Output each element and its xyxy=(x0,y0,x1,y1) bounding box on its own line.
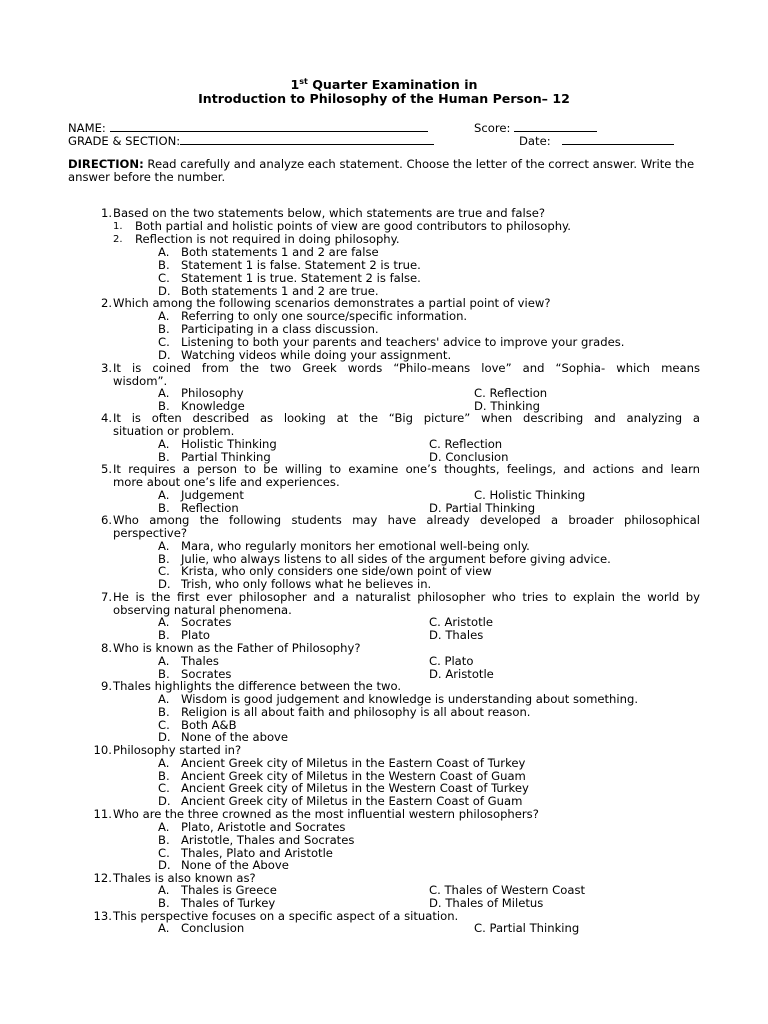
question-text: Who are the three crowned as the most influential western philosophers? xyxy=(113,807,539,821)
answer-option[interactable] xyxy=(158,859,289,872)
option-text: Knowledge xyxy=(181,399,245,413)
name-blank[interactable] xyxy=(110,120,428,132)
option-letter: B. xyxy=(158,705,170,719)
option-text: Thales, Plato and Aristotle xyxy=(181,846,333,860)
option-text: Partial Thinking xyxy=(445,501,536,515)
option-letter: C. xyxy=(474,488,486,502)
direction-paragraph xyxy=(68,158,700,183)
option-text: Trish, who only follows what he believes in. xyxy=(181,577,432,591)
answer-option[interactable] xyxy=(429,655,473,668)
answer-option[interactable] xyxy=(158,310,467,323)
answer-option[interactable] xyxy=(158,489,244,502)
option-text: Ancient Greek city of Miletus in the Eastern Coast of Turkey xyxy=(181,756,526,770)
option-letter: B. xyxy=(158,501,170,515)
option-text: Participating in a class discussion. xyxy=(181,322,379,336)
date-label: Date: xyxy=(519,134,551,148)
score-label: Score: xyxy=(474,121,511,135)
score-blank[interactable] xyxy=(514,120,597,132)
question-text: Based on the two statements below, which statements are true and false? xyxy=(113,206,546,220)
option-letter: D. xyxy=(429,628,442,642)
title-ordinal: 1 xyxy=(290,77,300,92)
name-label: NAME: xyxy=(68,121,106,135)
option-letter: B. xyxy=(158,769,170,783)
answer-option[interactable] xyxy=(158,246,379,259)
title-ordinal-suffix: st xyxy=(299,77,308,86)
option-letter: A. xyxy=(158,883,170,897)
option-text: Thinking xyxy=(490,399,540,413)
answer-option[interactable] xyxy=(158,272,421,285)
answer-option[interactable] xyxy=(158,706,530,719)
option-text: Thales of Miletus xyxy=(445,896,544,910)
option-text: Mara, who regularly monitors her emotional well-being only. xyxy=(181,539,530,553)
option-letter: C. xyxy=(429,615,441,629)
grade-section-blank[interactable] xyxy=(180,133,434,145)
answer-option[interactable] xyxy=(158,821,345,834)
option-text: Conclusion xyxy=(445,450,509,464)
answer-option[interactable] xyxy=(158,922,244,935)
option-text: Ancient Greek city of Miletus in the Western Coast of Guam xyxy=(181,769,526,783)
answer-option[interactable] xyxy=(158,731,288,744)
option-text: Krista, who only considers one side/own point of view xyxy=(181,564,492,578)
option-letter: B. xyxy=(158,322,170,336)
option-letter: D. xyxy=(158,284,171,298)
statement-text: Reflection is not required in doing philosophy. xyxy=(135,232,400,246)
option-letter: D. xyxy=(429,450,442,464)
option-letter: D. xyxy=(429,896,442,910)
option-letter: C. xyxy=(429,883,441,897)
option-letter: D. xyxy=(158,858,171,872)
option-text: Plato, Aristotle and Socrates xyxy=(181,820,346,834)
option-text: Aristotle xyxy=(445,667,494,681)
option-text: Plato xyxy=(181,628,210,642)
option-letter: C. xyxy=(429,437,441,451)
option-letter: A. xyxy=(158,488,170,502)
option-letter: A. xyxy=(158,756,170,770)
option-text: Judgement xyxy=(181,488,244,502)
answer-option[interactable] xyxy=(158,565,492,578)
option-letter: B. xyxy=(158,896,170,910)
answer-option[interactable] xyxy=(158,757,525,770)
option-letter: B. xyxy=(158,399,170,413)
question-text: Who is known as the Father of Philosophy? xyxy=(113,641,361,655)
answer-option[interactable] xyxy=(158,655,219,668)
option-text: Plato xyxy=(444,654,474,668)
answer-option[interactable] xyxy=(429,668,494,681)
option-text: Julie, who always listens to all sides of the argument before giving advice. xyxy=(181,552,611,566)
option-letter: A. xyxy=(158,386,170,400)
question-text xyxy=(113,463,700,488)
question-text-line: It requires a person to be willing to examine one’s thoughts, feelings, and actions and learn xyxy=(113,462,700,476)
question-text xyxy=(113,362,700,387)
option-text: Thales xyxy=(445,628,484,642)
option-text: Thales of Western Coast xyxy=(444,883,586,897)
grade-section-field xyxy=(68,133,434,148)
option-letter: A. xyxy=(158,437,170,451)
answer-option[interactable] xyxy=(158,540,530,553)
option-letter: A. xyxy=(158,692,170,706)
option-letter: A. xyxy=(158,539,170,553)
option-text: Reflection xyxy=(444,437,503,451)
option-text: Socrates xyxy=(181,615,232,629)
question-number: 2. xyxy=(100,296,112,310)
question-number: 10. xyxy=(93,743,112,757)
option-text: Socrates xyxy=(181,667,232,681)
option-text: Wisdom is good judgement and knowledge is understanding about something. xyxy=(181,692,639,706)
option-letter: D. xyxy=(158,794,171,808)
question-number: 4. xyxy=(100,411,112,425)
option-letter: C. xyxy=(474,921,486,935)
option-text: Reflection xyxy=(489,386,548,400)
answer-option[interactable] xyxy=(158,616,231,629)
question-text-line: situation or problem. xyxy=(113,423,235,438)
question-text-line: more about one’s life and experiences. xyxy=(113,474,340,489)
option-letter: B. xyxy=(158,628,170,642)
answer-option[interactable] xyxy=(158,336,624,349)
option-letter: C. xyxy=(474,386,486,400)
answer-option[interactable] xyxy=(429,897,543,910)
question-number: 12. xyxy=(93,871,112,885)
date-blank[interactable] xyxy=(562,133,674,145)
option-letter: A. xyxy=(158,309,170,323)
option-letter: C. xyxy=(158,781,170,795)
option-text: Both statements 1 and 2 are true. xyxy=(181,284,379,298)
option-text: Statement 1 is true. Statement 2 is false. xyxy=(181,271,421,285)
answer-option[interactable] xyxy=(474,922,579,935)
option-letter: A. xyxy=(158,615,170,629)
option-text: Partial Thinking xyxy=(489,921,580,935)
question-text: Philosophy started in? xyxy=(113,743,242,757)
option-letter: C. xyxy=(429,654,441,668)
answer-option[interactable] xyxy=(158,438,277,451)
question-text-line: perspective? xyxy=(113,525,188,540)
option-text: None of the Above xyxy=(181,858,289,872)
answer-option[interactable] xyxy=(158,884,277,897)
question-text xyxy=(113,514,700,539)
question-text xyxy=(113,591,700,616)
answer-option[interactable] xyxy=(474,489,585,502)
answer-option[interactable] xyxy=(158,387,244,400)
exam-title xyxy=(0,79,768,92)
option-letter: D. xyxy=(429,501,442,515)
question-text-line: It is coined from the two Greek words “Philo-means love” and “Sophia- which means xyxy=(113,361,700,375)
option-text: Statement 1 is false. Statement 2 is true. xyxy=(181,258,421,272)
option-letter: C. xyxy=(158,564,170,578)
answer-option[interactable] xyxy=(429,629,483,642)
statement-text: Both partial and holistic points of view are good contributors to philosophy. xyxy=(135,219,571,233)
option-text: Aristotle xyxy=(444,615,493,629)
direction-label: DIRECTION: xyxy=(68,157,144,171)
answer-option[interactable] xyxy=(158,693,638,706)
statement-number: 2. xyxy=(113,234,123,245)
option-text: Thales of Turkey xyxy=(181,896,276,910)
answer-option[interactable] xyxy=(429,616,493,629)
question-text-line: wisdom”. xyxy=(113,373,168,388)
option-letter: B. xyxy=(158,833,170,847)
question-number: 1. xyxy=(100,206,112,220)
question-text xyxy=(113,412,700,437)
option-text: Both statements 1 and 2 are false xyxy=(181,245,379,259)
option-letter: A. xyxy=(158,654,170,668)
option-text: Religion is all about faith and philosophy is all about reason. xyxy=(181,705,531,719)
question-text: Thales highlights the difference between the two. xyxy=(113,679,402,693)
option-text: Both A&B xyxy=(181,718,237,732)
option-text: Thales xyxy=(181,654,219,668)
answer-option[interactable] xyxy=(158,795,522,808)
answer-option[interactable] xyxy=(474,387,547,400)
date-field xyxy=(519,133,674,148)
answer-option[interactable] xyxy=(158,782,529,795)
option-letter: B. xyxy=(158,450,170,464)
question-text: Which among the following scenarios demonstrates a partial point of view? xyxy=(113,296,551,310)
answer-option[interactable] xyxy=(158,323,379,336)
question-number: 11. xyxy=(93,807,112,821)
question-number: 9. xyxy=(100,679,112,693)
answer-option[interactable] xyxy=(158,629,210,642)
question-text: This perspective focuses on a specific aspect of a situation. xyxy=(113,909,459,923)
option-text: Watching videos while doing your assignment. xyxy=(181,348,452,362)
option-text: Referring to only one source/specific information. xyxy=(181,309,468,323)
answer-option[interactable] xyxy=(158,259,421,272)
option-letter: B. xyxy=(158,552,170,566)
question-number: 5. xyxy=(100,462,112,476)
option-text: Philosophy xyxy=(181,386,244,400)
option-text: Ancient Greek city of Miletus in the Western Coast of Turkey xyxy=(181,781,529,795)
question-text-line: Who among the following students may have already developed a broader philosophical xyxy=(113,513,700,527)
option-letter: D. xyxy=(158,730,171,744)
exam-subtitle: Introduction to Philosophy of the Human Person– 12 xyxy=(198,91,570,106)
option-letter: B. xyxy=(158,667,170,681)
option-letter: D. xyxy=(429,667,442,681)
option-letter: D. xyxy=(158,577,171,591)
option-text: Thales is Greece xyxy=(181,883,277,897)
answer-option[interactable] xyxy=(158,349,451,362)
option-letter: A. xyxy=(158,245,170,259)
question-number: 7. xyxy=(100,590,112,604)
question-number: 13. xyxy=(93,909,112,923)
option-text: Conclusion xyxy=(181,921,245,935)
option-letter: C. xyxy=(158,271,170,285)
option-letter: A. xyxy=(158,820,170,834)
question-number: 8. xyxy=(100,641,112,655)
question-number: 6. xyxy=(100,513,112,527)
option-letter: D. xyxy=(474,399,487,413)
answer-option[interactable] xyxy=(429,438,502,451)
direction-text: Read carefully and analyze each statement. Choose the letter of the correct answer. Write the answer before the number. xyxy=(68,157,695,184)
option-text: Reflection xyxy=(181,501,239,515)
option-letter: B. xyxy=(158,258,170,272)
option-text: Ancient Greek city of Miletus in the Eastern Coast of Guam xyxy=(181,794,523,808)
option-letter: D. xyxy=(158,348,171,362)
answer-option[interactable] xyxy=(158,578,431,591)
answer-option[interactable] xyxy=(158,834,354,847)
grade-section-label: GRADE & SECTION: xyxy=(68,134,181,148)
option-text: None of the above xyxy=(181,730,289,744)
question-number: 3. xyxy=(100,361,112,375)
title-text: Quarter Examination in xyxy=(307,77,478,92)
option-text: Holistic Thinking xyxy=(489,488,586,502)
question-text-line: He is the first ever philosopher and a naturalist philosopher who tries to explain the world by xyxy=(113,590,700,604)
question-text-line: It is often described as looking at the “Big picture” when describing and analyzing a xyxy=(113,411,700,425)
answer-option[interactable] xyxy=(429,884,585,897)
option-letter: C. xyxy=(158,846,170,860)
option-text: Listening to both your parents and teachers' advice to improve your grades. xyxy=(181,335,625,349)
question-text: Thales is also known as? xyxy=(113,871,256,885)
option-letter: A. xyxy=(158,921,170,935)
option-text: Aristotle, Thales and Socrates xyxy=(181,833,355,847)
answer-option[interactable] xyxy=(158,897,275,910)
option-letter: C. xyxy=(158,335,170,349)
option-text: Holistic Thinking xyxy=(181,437,277,451)
statement-number: 1. xyxy=(113,221,123,232)
option-letter: C. xyxy=(158,718,170,732)
option-text: Partial Thinking xyxy=(181,450,271,464)
question-text-line: observing natural phenomena. xyxy=(113,602,292,617)
